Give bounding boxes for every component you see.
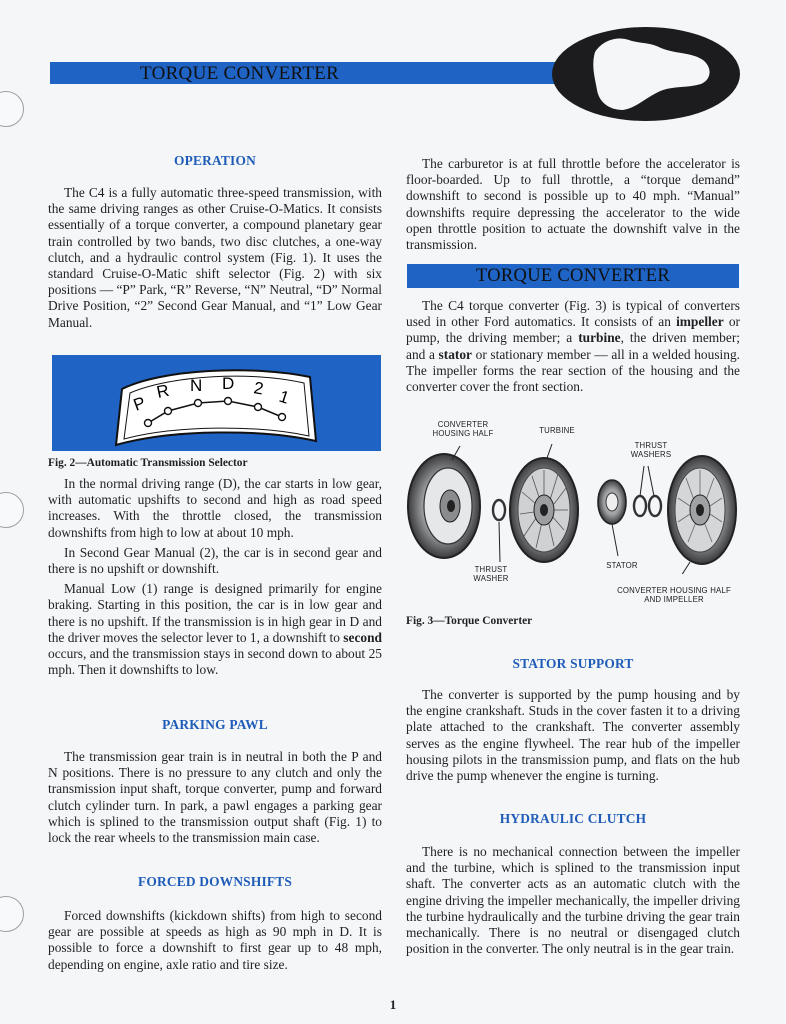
binder-hole-bottom bbox=[0, 896, 24, 932]
selector-letter-n: N bbox=[190, 376, 203, 395]
selector-letter-r: R bbox=[154, 380, 171, 402]
operation-paragraph: The C4 is a fully automatic three-speed transmission, with the same driving ranges as other Cruise-O-Matics. It consists essentially of a torque converter, a compound planetary gear train controlled by two bands, two disc clutches, a one-way clutch, and a hydraulic control system (Fig. 1). It uses the standard Cruise-O-Matic shift selector (Fig. 2) with six positions — “P” Park, “R” Reverse, “N” Neutral, “D” Normal Drive Position, “2” Second Gear Manual, and “1” Low Gear Manual. bbox=[48, 185, 382, 330]
transmission-silhouette-icon bbox=[551, 26, 741, 122]
selector-letter-2: 2 bbox=[252, 378, 265, 399]
label-converter-housing-half: CONVERTER HOUSING HALF bbox=[432, 420, 494, 438]
fig3-caption: Fig. 3—Torque Converter bbox=[406, 615, 533, 627]
page-title: TORQUE CONVERTER bbox=[140, 63, 340, 84]
fig2-caption: Fig. 2—Automatic Transmission Selector bbox=[48, 457, 248, 469]
torque-converter-paragraph: The C4 torque converter (Fig. 3) is typical of converters used in other Ford automatics. It consists of an impeller or pump, the driving member; a turbine, the driven member; and a stator or stationary member — all in a welded housing. The impeller forms the rear section of the housing and the converter cover the front section. bbox=[406, 298, 740, 395]
label-thrust-washers: THRUST WASHERS bbox=[630, 441, 672, 459]
hydraulic-clutch-paragraph: There is no mechanical connection between the impeller and the turbine, which is splined to the transmission input shaft. The converter acts as an automatic clutch with the engine driving the impeller mechanically, the impeller driving the turbine hydraulically and the turbine driving the gear train mechanically. There is no neutral or disengaged clutch position in the converter. The only neutral is in the gear train. bbox=[406, 844, 740, 957]
selector-figure bbox=[52, 355, 381, 451]
hydraulic-clutch-heading: HYDRAULIC CLUTCH bbox=[499, 811, 647, 826]
torque-converter-heading: TORQUE CONVERTER bbox=[407, 264, 739, 288]
stator-support-heading: STATOR SUPPORT bbox=[512, 656, 634, 671]
selector-letter-d: D bbox=[222, 374, 235, 393]
label-turbine: TURBINE bbox=[539, 426, 575, 435]
torque-converter-illustration bbox=[404, 444, 744, 574]
label-stator: STATOR bbox=[606, 561, 638, 570]
page-number: 1 bbox=[389, 997, 397, 1012]
label-thrust-washer: THRUST WASHER bbox=[473, 565, 509, 583]
second-gear-paragraph: In Second Gear Manual (2), the car is in second gear and there is no upshift or downshift. bbox=[48, 544, 382, 577]
binder-hole-top bbox=[0, 91, 24, 127]
manual-low-paragraph: Manual Low (1) range is designed primarily for engine braking. Starting in this position, the car is in low gear and there is no upshift. If the transmission is in high gear in D and the driver moves the selector lever to 1, a downshift to second occurs, and the transmission stays in second down to about 25 mph. Then it downshifts to low. bbox=[48, 581, 382, 678]
stator-support-paragraph: The converter is supported by the pump housing and by the engine crankshaft. Studs in the cover fasten it to a driving plate attached to the crankshaft. The converter assembly serves as the engine flywheel. The rear hub of the impeller housing pilots in the transmission pump, and flats on the hub drive the pump whenever the engine is turning. bbox=[406, 687, 740, 784]
parking-paragraph: The transmission gear train is in neutral in both the P and N positions. There is no pressure to any clutch and only the transmission input shaft, torque converter, pump and forward clutch cylinder turn. In park, a pawl engages a parking gear which is splined to the transmission output shaft (Fig. 1) to lock the rear wheels to the transmission main case. bbox=[48, 749, 382, 846]
selector-letter-p: P bbox=[130, 393, 149, 415]
binder-hole-middle bbox=[0, 492, 24, 528]
operation-heading: OPERATION bbox=[174, 153, 256, 168]
drive-paragraph: In the normal driving range (D), the car starts in low gear, with automatic upshifts to second and high as road speed increases. With the throttle closed, the transmission downshifts from high to low at about 10 mph. bbox=[48, 476, 382, 540]
parking-pawl-heading: PARKING PAWL bbox=[162, 717, 268, 732]
forced-downshifts-heading: FORCED DOWNSHIFTS bbox=[137, 874, 293, 889]
label-converter-housing-half-impeller: CONVERTER HOUSING HALF AND IMPELLER bbox=[617, 586, 731, 604]
selector-letter-1: 1 bbox=[276, 386, 292, 408]
carburetor-paragraph: The carburetor is at full throttle before the accelerator is floor-boarded. Up to full throttle, a “torque demand” downshift to second is possible up to 40 mph. “Manual” downshifts require depressing the accelerator to the wide open throttle position to actuate the downshift valve in the transmission. bbox=[406, 156, 740, 253]
forced-paragraph: Forced downshifts (kickdown shifts) from high to second gear are possible at speeds as high as 90 mph in D. It is possible to force a downshift to first gear up to 48 mph, depending on engine, axle ratio and tire size. bbox=[48, 908, 382, 972]
